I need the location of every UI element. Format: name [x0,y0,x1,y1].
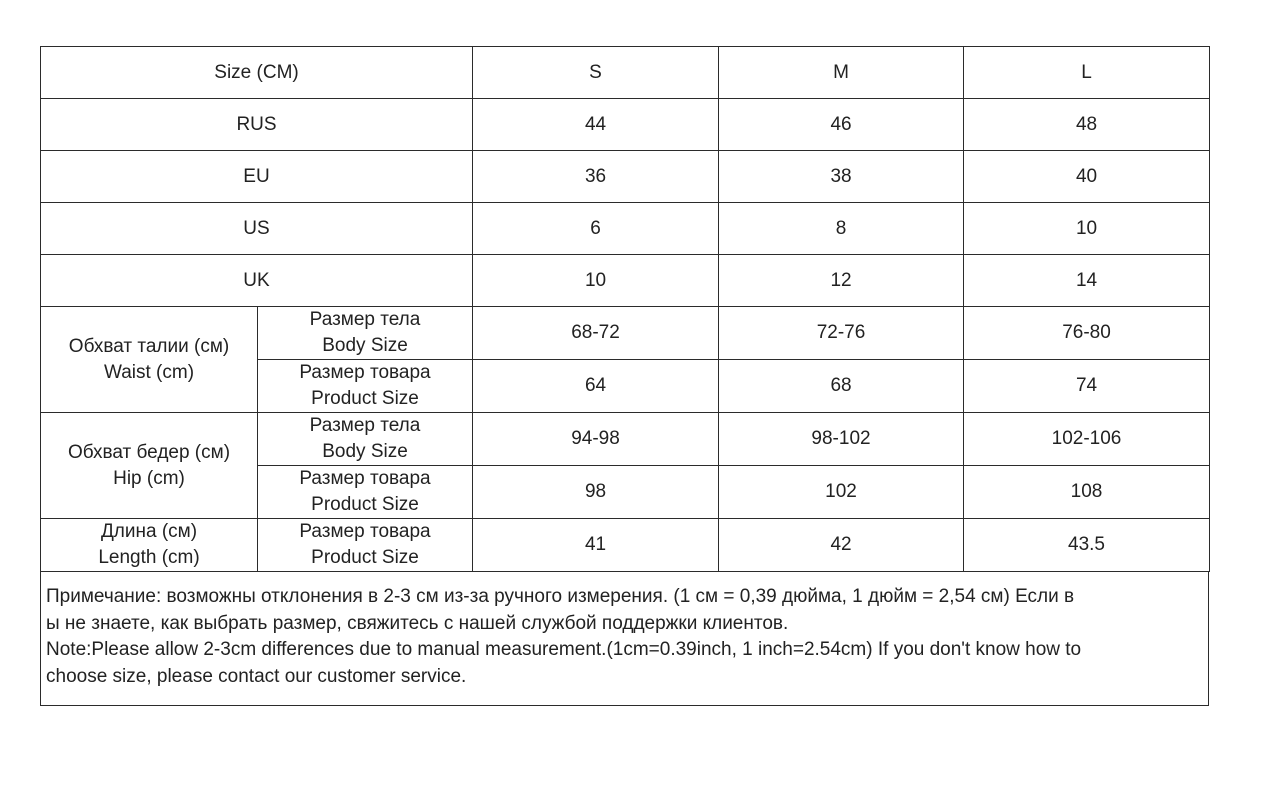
cell-m: 8 [719,203,964,255]
length-label-ru: Длина (см) [100,521,198,542]
cell-s: 94-98 [473,413,719,466]
row-label: US [41,203,473,255]
product-size-ru: Размер товара [299,362,431,383]
row-hip-body [41,413,1210,466]
size-chart [40,46,1209,706]
body-size-en: Body Size [322,441,408,462]
row-uk [41,255,1210,307]
note-ru-line-2: ы не знаете, как выбрать размер, свяжитесь с нашей службой поддержки клиентов. [46,612,789,634]
cell-l: 10 [964,203,1210,255]
row-eu [41,151,1210,203]
row-label: RUS [41,99,473,151]
body-size-en: Body Size [322,335,408,356]
product-size-ru: Размер товара [299,468,431,489]
row-waist-body [41,307,1210,360]
body-size-ru: Размер тела [309,415,421,436]
cell-m: 102 [719,466,964,519]
body-size-ru: Размер тела [309,309,421,330]
cell-m: 12 [719,255,964,307]
product-size-label [258,466,473,519]
cell-s: 41 [473,519,719,572]
cell-m: 38 [719,151,964,203]
header-size-s: S [473,47,719,99]
cell-m: 98-102 [719,413,964,466]
hip-label [41,413,258,519]
product-size-label [258,519,473,572]
cell-l: 108 [964,466,1210,519]
cell-s: 44 [473,99,719,151]
row-us [41,203,1210,255]
header-size-l: L [964,47,1210,99]
cell-l: 48 [964,99,1210,151]
cell-l: 43.5 [964,519,1210,572]
cell-s: 10 [473,255,719,307]
cell-m: 68 [719,360,964,413]
hip-label-ru: Обхват бедер (см) [67,441,231,463]
row-rus [41,99,1210,151]
cell-l: 40 [964,151,1210,203]
note-ru-line-1: Примечание: возможны отклонения в 2-3 см из-за ручного измерения. (1 см = 0,39 дюйма, 1 дюйм = 2,54 см) Если в [46,586,1075,607]
cell-s: 36 [473,151,719,203]
product-size-en: Product Size [311,547,419,568]
body-size-label [258,307,473,360]
cell-l: 102-106 [964,413,1210,466]
product-size-label [258,360,473,413]
cell-l: 74 [964,360,1210,413]
measurement-note [40,572,1209,706]
cell-l: 14 [964,255,1210,307]
waist-label [41,307,258,413]
note-en-line-1: Note:Please allow 2-3cm differences due to manual measurement.(1cm=0.39inch, 1 inch=2.54cm) If you don't know how to [46,639,1082,660]
cell-l: 76-80 [964,307,1210,360]
size-table [40,46,1210,572]
cell-s: 68-72 [473,307,719,360]
cell-m: 72-76 [719,307,964,360]
product-size-en: Product Size [311,494,419,515]
header-size-cm: Size (CM) [41,47,473,99]
row-label: EU [41,151,473,203]
header-row [41,47,1210,99]
cell-s: 6 [473,203,719,255]
header-size-m: M [719,47,964,99]
cell-m: 42 [719,519,964,572]
body-size-label [258,413,473,466]
cell-s: 98 [473,466,719,519]
waist-label-ru: Обхват талии (см) [68,335,230,357]
length-label [41,519,258,572]
length-label-en: Length (cm) [98,547,200,568]
waist-label-en: Waist (cm) [103,361,195,383]
cell-s: 64 [473,360,719,413]
cell-m: 46 [719,99,964,151]
row-label: UK [41,255,473,307]
hip-label-en: Hip (cm) [113,467,185,489]
row-length-product [41,519,1210,572]
product-size-en: Product Size [311,388,419,409]
product-size-ru: Размер товара [299,521,431,542]
note-en-line-2: choose size, please contact our customer service. [46,665,467,687]
